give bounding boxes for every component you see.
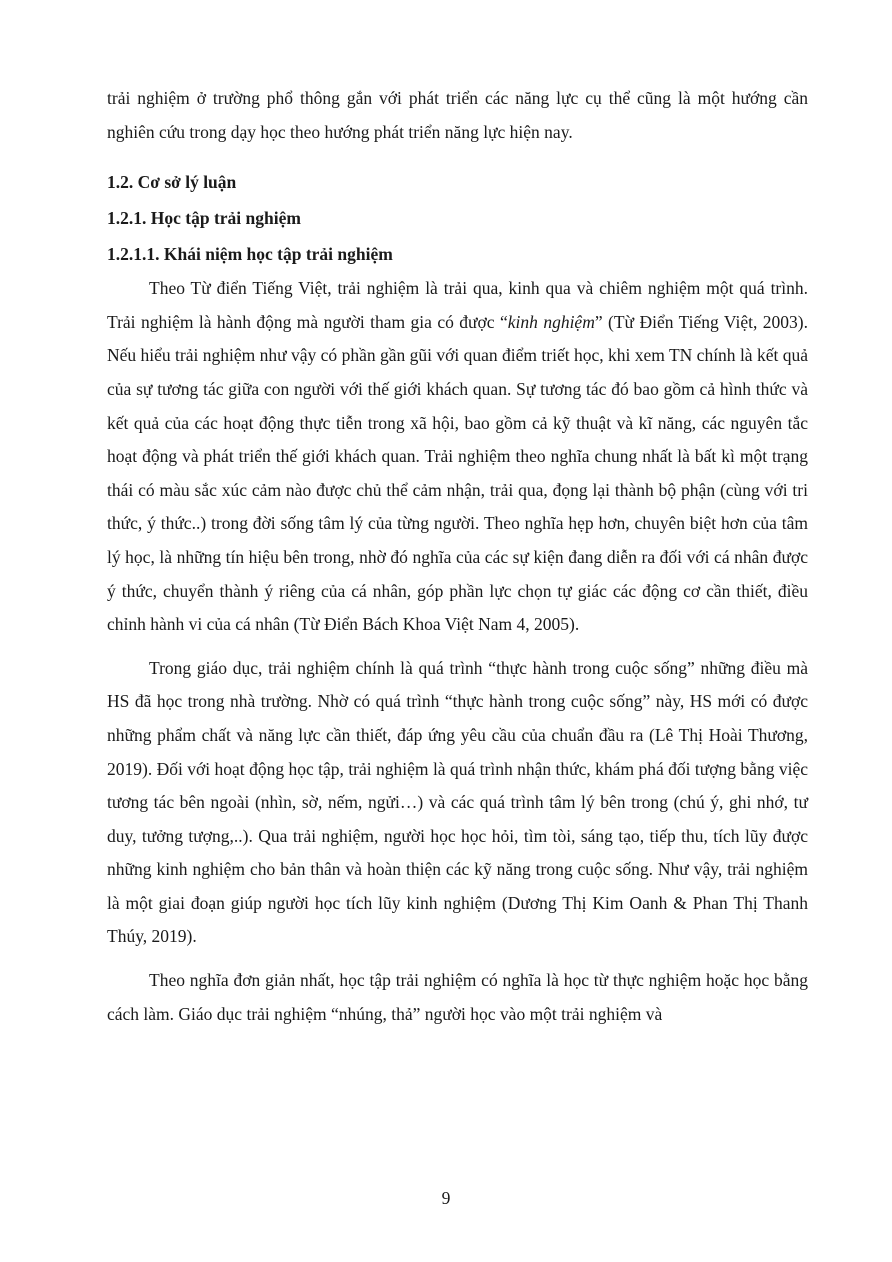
section-heading-1-2: 1.2. Cơ sở lý luận [107, 172, 237, 193]
section-heading-1-2-1-1: 1.2.1.1. Khái niệm học tập trải nghiệm [107, 244, 393, 265]
page-number: 9 [441, 1188, 451, 1208]
body-paragraph-3: Theo nghĩa đơn giản nhất, học tập trải nghiệm có nghĩa là học từ thực nghiệm hoặc học bằng cách làm. Giáo dục trải nghiệm “nhúng, thả” người học vào một trải nghiệm và [107, 970, 808, 1024]
intro-paragraph: trải nghiệm ở trường phổ thông gắn với phát triển các năng lực cụ thể cũng là một hướng cần nghiên cứu trong dạy học theo hướng phát triển năng lực hiện nay. [107, 88, 808, 142]
paragraph-1-italic-term: kinh nghiệm [507, 311, 595, 332]
body-paragraph-1 [107, 272, 808, 642]
page-body [107, 82, 808, 1031]
body-paragraph-2: Trong giáo dục, trải nghiệm chính là quá trình “thực hành trong cuộc sống” những điều mà HS đã học trong nhà trường. Nhờ có quá trình “thực hành trong cuộc sống” này, HS mới có được những phẩm chất và năng lực cần thiết, đáp ứng yêu cầu của chuẩn đầu ra (Lê Thị Hoài Thương, 2019). Đối với hoạt động học tập, trải nghiệm là quá trình nhận thức, khám phá đối tượng bằng việc tương tác bên ngoài (nhìn, sờ, nếm, ngửi…) và các quá trình tâm lý bên trong (chú ý, ghi nhớ, tư duy, tưởng tượng,..). Qua trải nghiệm, người học học hỏi, tìm tòi, sáng tạo, tiếp thu, tích lũy được những kinh nghiệm cho bản thân và hoàn thiện các kỹ năng trong cuộc sống. Như vậy, trải nghiệm là một giai đoạn giúp người học tích lũy kinh nghiệm (Dương Thị Kim Oanh & Phan Thị Thanh Thúy, 2019). [107, 657, 808, 947]
paragraph-1-text-b: ” (Từ Điển Tiếng Việt, 2003). Nếu hiểu trải nghiệm như vậy có phần gần gũi với quan điểm triết học, khi xem TN chính là kết quả của sự tương tác giữa con người với thế giới khách quan. Sự tương tác đó bao gồm cả hình thức và kết quả của các hoạt động thực tiễn trong xã hội, bao gồm cả kỹ thuật và kĩ năng, các nguyên tắc hoạt động và phát triển thế giới khách quan. Trải nghiệm theo nghĩa chung nhất là bất kì một trạng thái có màu sắc xúc cảm nào được chủ thể cảm nhận, trải qua, đọng lại thành bộ phận (cùng với tri thức, ý thức..) trong đời sống tâm lý của từng người. Theo nghĩa hẹp hơn, chuyên biệt hơn của tâm lý học, là những tín hiệu bên trong, nhờ đó nghĩa của các sự kiện đang diễn ra đối với cá nhân được ý thức, chuyển thành ý riêng của cá nhân, góp phần lực chọn tự giác các động cơ cần thiết, điều chỉnh hành vi của cá nhân (Từ Điển Bách Khoa Việt Nam 4, 2005). [107, 311, 808, 635]
paragraph-1-text-a: Theo Từ điển Tiếng Việt, trải nghiệm là trải qua, kinh qua và chiêm nghiệm một quá trình. Trải nghiệm là hành động mà người tham gia có được “ [107, 278, 808, 332]
section-heading-1-2-1: 1.2.1. Học tập trải nghiệm [107, 208, 301, 229]
